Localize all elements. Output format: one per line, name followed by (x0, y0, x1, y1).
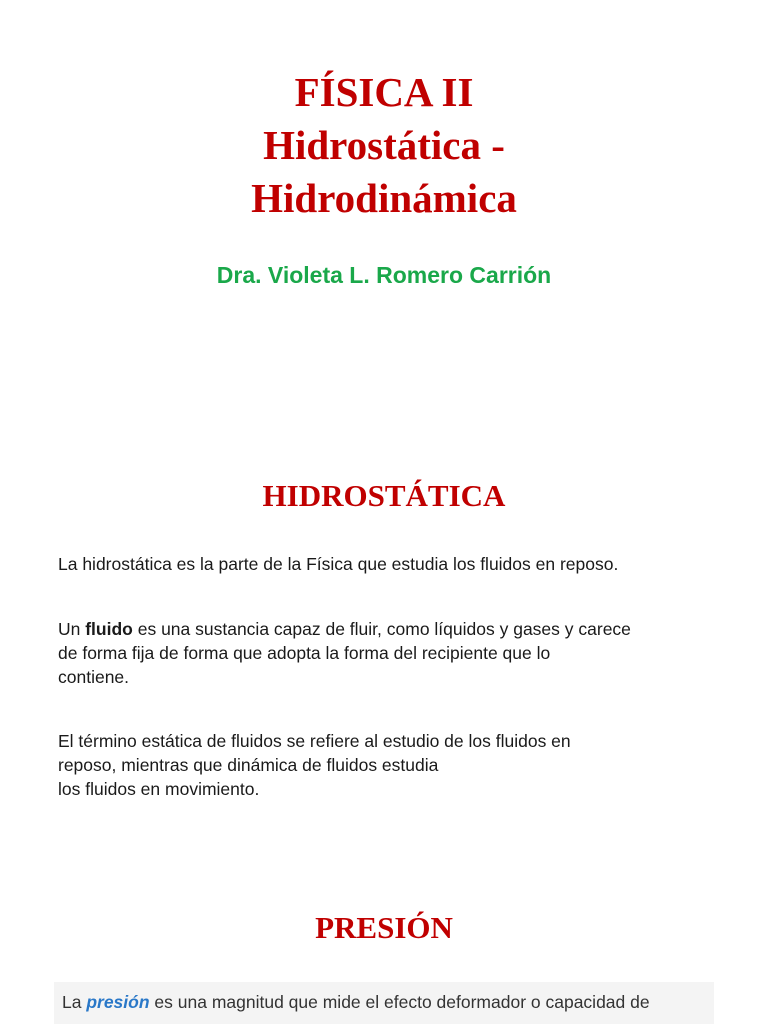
paragraph-presion-definition (62, 990, 650, 1014)
author-name: Dra. Violeta L. Romero Carrión (216, 262, 552, 288)
paragraph-fluido-definition (58, 617, 728, 689)
paragraph-line: los fluidos en movimiento. (58, 779, 260, 799)
title-line-2: Hidrostática - (263, 122, 505, 168)
paragraph-line: La hidrostática es la parte de la Física que estudia los fluidos en reposo. (58, 554, 619, 574)
text-rest: es una magnitud que mide el efecto deformador o capacidad de (149, 992, 650, 1012)
paragraph-hidrostatica-definition (58, 552, 728, 576)
heading-presion: PRESIÓN (315, 910, 453, 945)
heading-hidrostatica: HIDROSTÁTICA (262, 478, 506, 513)
text-rest: es una sustancia capaz de fluir, como líquidos y gases y carece (132, 619, 631, 639)
paragraph-line: reposo, mientras que dinámica de fluidos estudia (58, 755, 439, 775)
paragraph-estatica-dinamica (58, 729, 728, 801)
highlight-term-presion: presión (86, 992, 150, 1012)
text-prefix: Un (58, 619, 86, 639)
text-prefix: La (62, 992, 87, 1012)
title-line-1: FÍSICA II (294, 69, 474, 115)
paragraph-line: contiene. (58, 667, 130, 687)
paragraph-line (58, 617, 728, 641)
title-line-3: Hidrodinámica (251, 175, 517, 221)
paragraph-line: de forma fija de forma que adopta la forma del recipiente que lo (58, 643, 551, 663)
paragraph-line: El término estática de fluidos se refiere al estudio de los fluidos en (58, 731, 571, 751)
bold-term-fluido: fluido (85, 619, 133, 639)
document-title (0, 66, 768, 225)
